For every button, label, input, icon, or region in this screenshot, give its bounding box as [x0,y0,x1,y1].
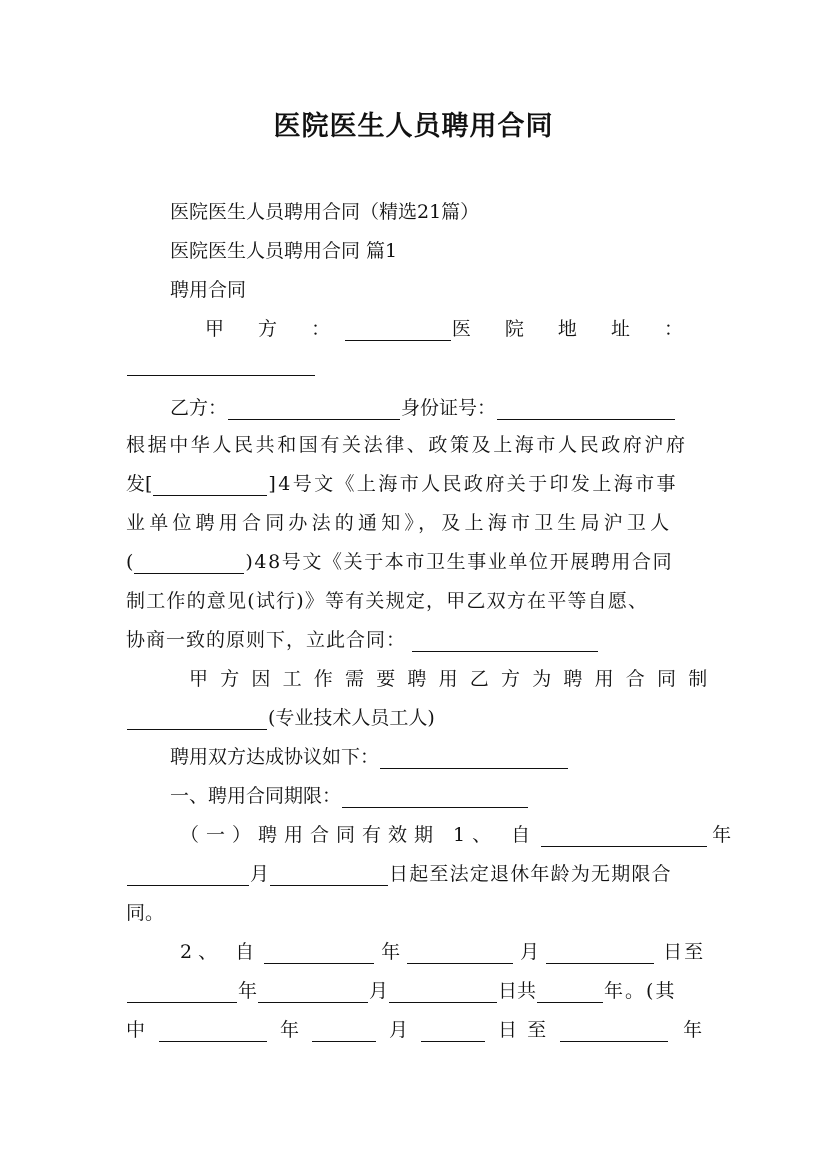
paragraph-line [180,823,731,847]
day-blank [389,983,497,1003]
day-blank [270,866,388,886]
term-heading: 一、聘用合同期限： [170,785,342,807]
paragraph-line [126,979,676,1003]
day-blank [421,1022,485,1042]
paragraph-text: 日共 [498,980,537,1002]
contract-blank [412,632,598,652]
paragraph-line [126,628,599,652]
paragraph-text: 月 [369,980,389,1002]
paragraph-text: 年 [238,980,258,1002]
paragraph-text: 至 [527,1019,547,1041]
party-b-line [170,396,676,420]
paragraph-text: 年 [280,1019,300,1041]
paragraph-line [126,589,648,613]
paragraph-line [170,784,529,808]
document-number-blank [134,554,244,574]
month-blank [258,983,368,1003]
paragraph-text: (专业技术人员工人) [268,707,435,729]
paragraph-text: 日起至法定退休年龄为无期限合 [389,863,672,885]
year-blank [560,1022,668,1042]
paragraph-line [126,472,678,496]
party-b-label: 乙方： [170,397,228,419]
id-label: 身份证号： [401,397,497,419]
year-blank [159,1022,267,1042]
paragraph-text: 日至 [663,941,706,963]
hospital-address-blank [127,356,315,376]
document-title: 医院医生人员聘用合同 [273,111,554,142]
paragraph-text: ( [126,551,134,573]
paragraph-text: 年。(其 [604,980,677,1002]
paragraph-line [180,940,705,964]
years-count-blank [537,983,603,1003]
paragraph-text: （一）聘用合同有效期 1、 自 [180,824,538,846]
paragraph-text: 月 [520,941,540,963]
hospital-address-label: 医 院 地 址 ： [451,318,697,340]
month-blank [407,944,513,964]
agreement-blank [380,749,568,769]
party-a-line [205,317,697,341]
paragraph-text: 根据中华人民共和国有关法律、政策及上海市人民政府沪府 [126,434,688,456]
document-number-blank [153,476,267,496]
month-blank [312,1022,376,1042]
paragraph-text: ]4号文《上海市人民政府关于印发上海市事 [268,473,678,495]
paragraph-text: 日 [498,1019,518,1041]
paragraph-text: )48号文《关于本市卫生事业单位开展聘用合同 [245,551,674,573]
paragraph-line [189,667,719,691]
paragraph-text: 发[ [126,473,153,495]
contract-heading: 聘用合同 [170,279,247,301]
term-blank [342,788,528,808]
paragraph-line [126,862,672,886]
paragraph-line [170,745,569,769]
year-blank [127,983,237,1003]
paragraph-text: 业单位聘用合同办法的通知》，及上海市卫生局沪卫人 [126,512,674,534]
year-blank [264,944,374,964]
paragraph-line [126,433,699,457]
day-blank [546,944,654,964]
paragraph-text: 月 [250,863,270,885]
paragraph-text: 同。 [126,902,165,924]
party-a-blank [345,321,451,341]
contract-type-blank [127,710,267,730]
paragraph-text: 制工作的意见(试行)》等有关规定，甲乙双方在平等自愿、 [126,590,649,612]
address-blank-line [126,356,316,376]
paragraph-line [126,706,435,730]
paragraph-text: 协商一致的原则下，立此合同： [126,629,407,651]
paragraph-line [126,901,164,925]
section-heading: 医院医生人员聘用合同 篇1 [170,240,398,262]
party-b-blank [228,400,400,420]
paragraph-line [126,1018,702,1042]
paragraph-text: 年 [712,824,732,846]
party-a-label: 甲 方 ： [205,318,345,340]
paragraph-line [126,550,673,574]
paragraph-text: 聘用双方达成协议如下： [170,746,380,768]
paragraph-text: 年 [683,1019,703,1041]
month-blank [127,866,249,886]
paragraph-text: 中 [126,1019,146,1041]
paragraph-text: 月 [389,1019,409,1041]
id-blank [497,400,675,420]
subtitle: 医院医生人员聘用合同（精选21篇） [170,201,480,223]
year-blank [541,827,707,847]
paragraph-text: 2、 自 [180,941,261,963]
paragraph-text: 年 [381,941,401,963]
paragraph-line [126,511,673,535]
paragraph-text: 甲方因工作需要聘用乙方为聘用合同制 [189,668,720,690]
